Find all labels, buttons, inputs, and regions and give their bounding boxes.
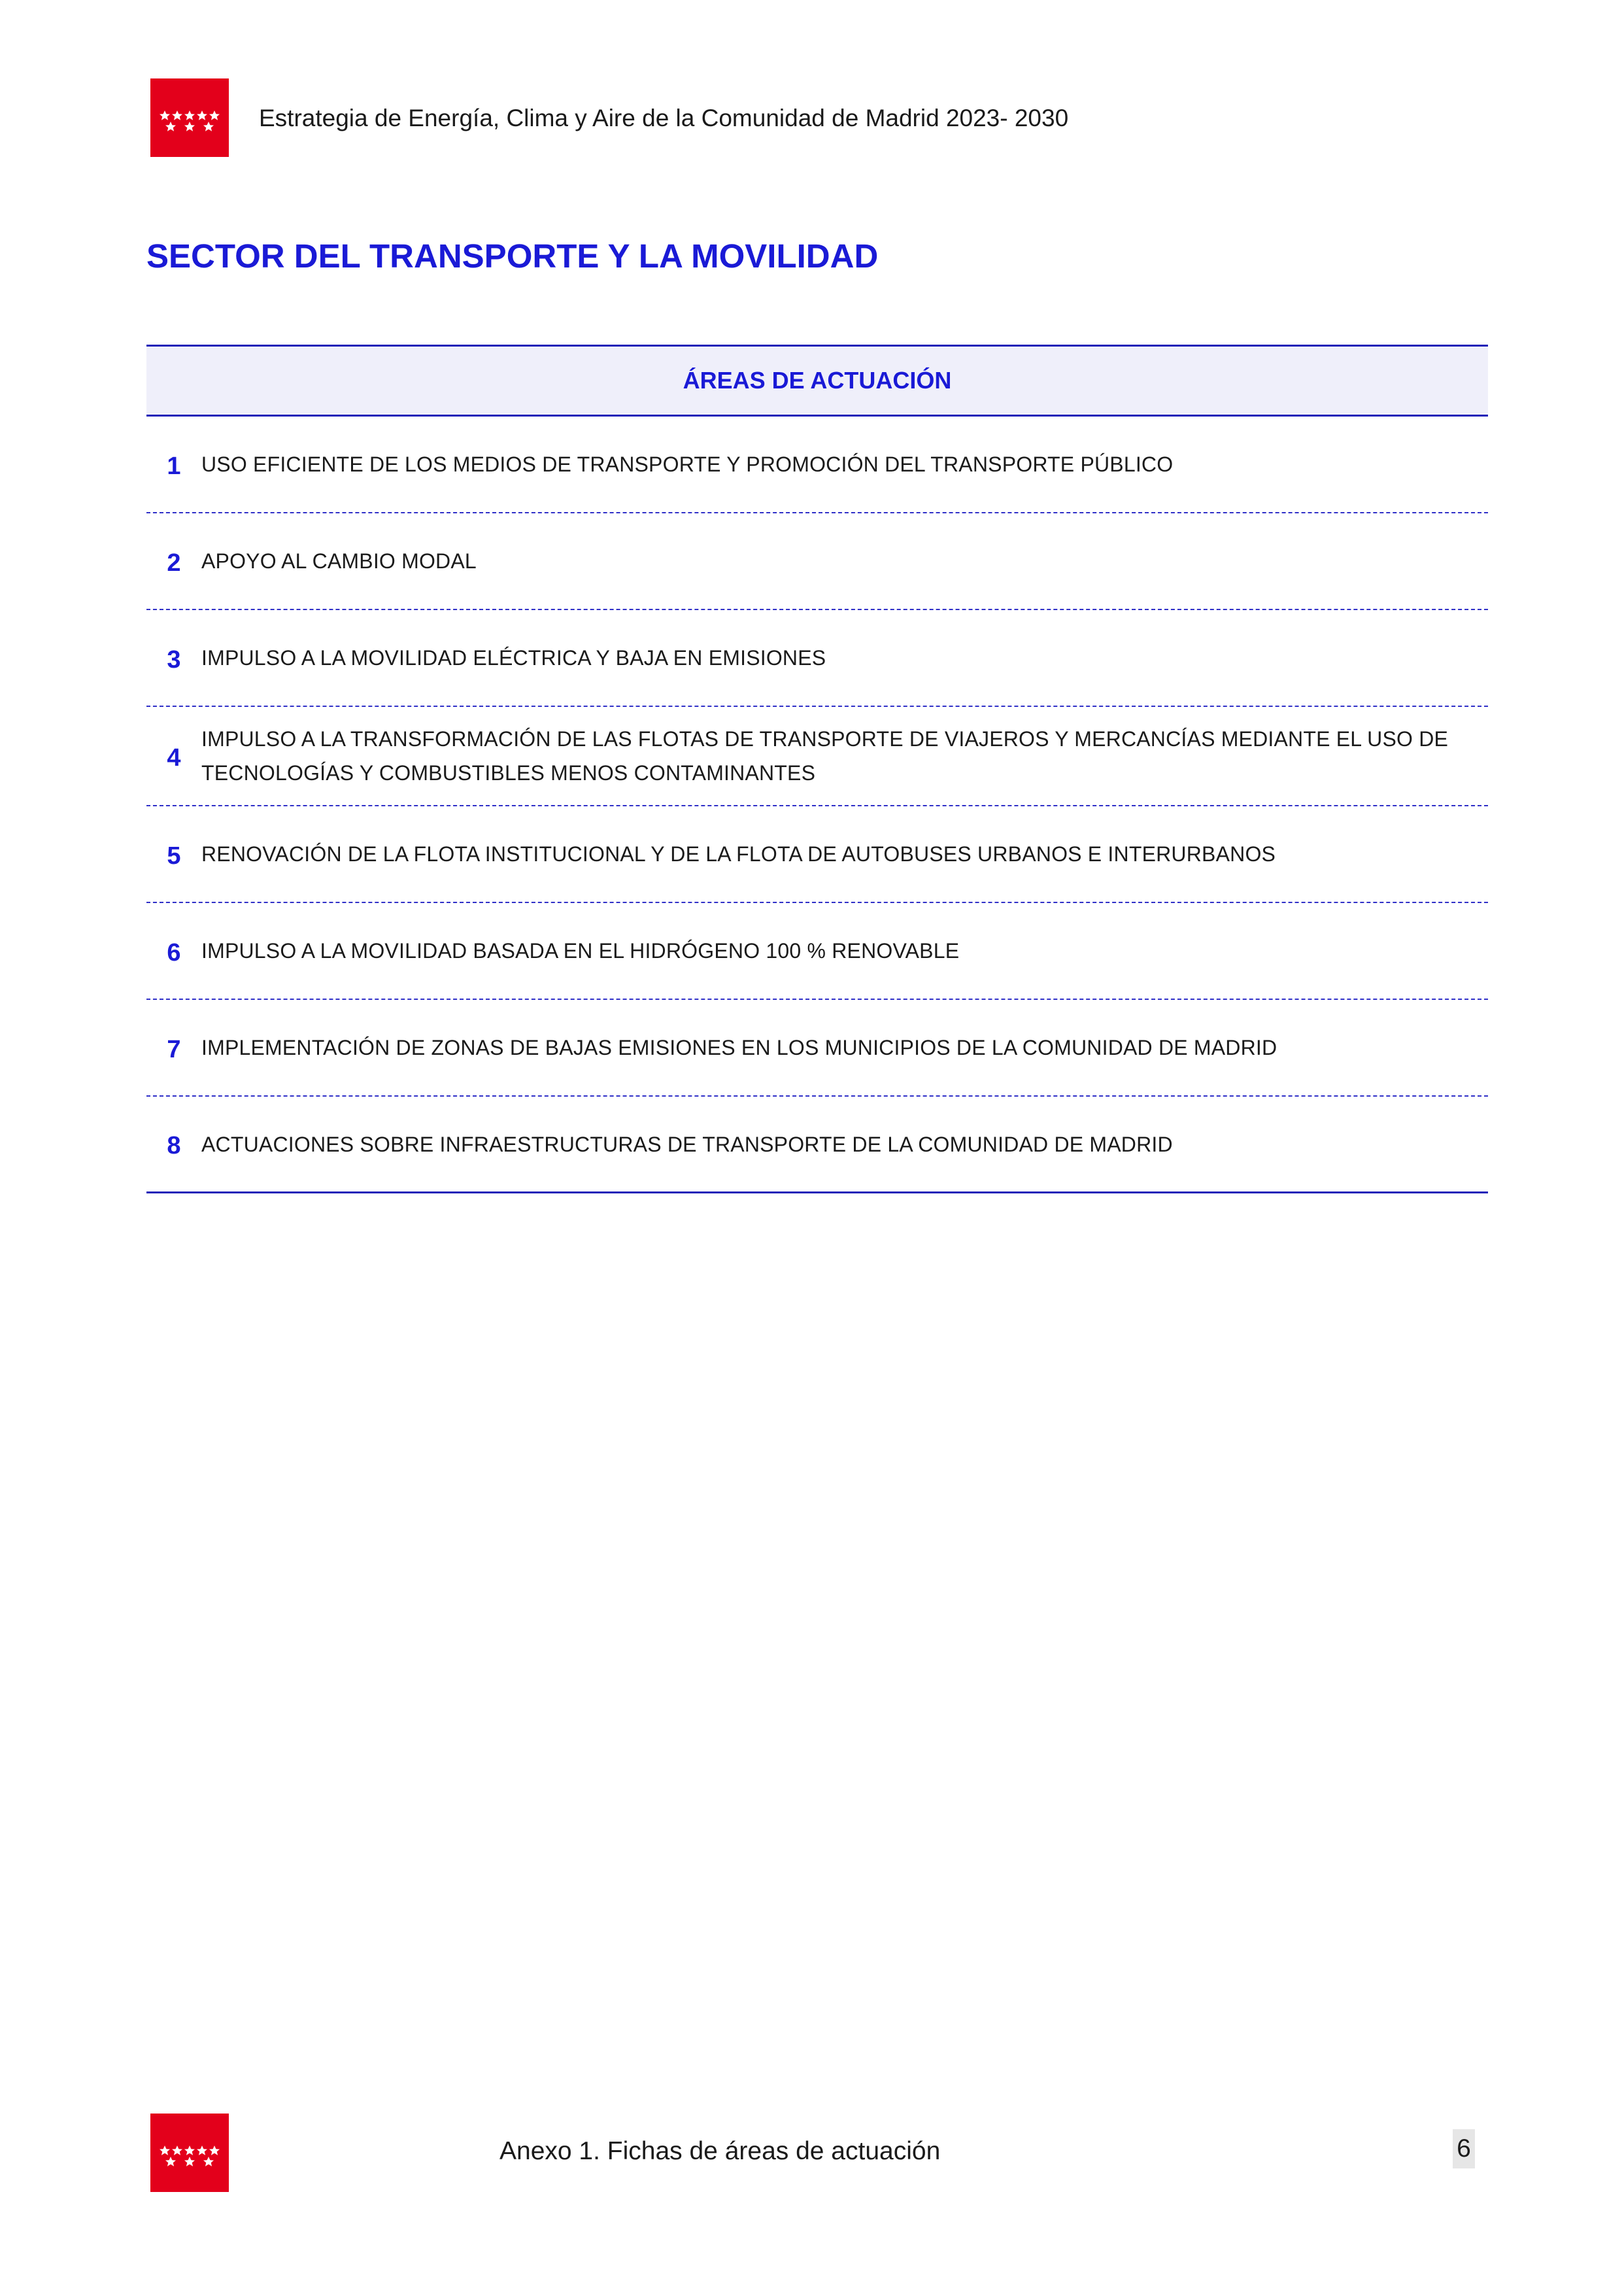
table-row — [146, 806, 1488, 903]
table-row — [146, 903, 1488, 1000]
madrid-stars-flag-icon — [150, 2114, 229, 2192]
row-label: RENOVACIÓN DE LA FLOTA INSTITUCIONAL Y DE LA FLOTA DE AUTOBUSES URBANOS E INTERURBANOS — [201, 842, 1276, 866]
table-row — [146, 1097, 1488, 1193]
table-row — [146, 610, 1488, 707]
document-header-title: Estrategia de Energía, Clima y Aire de la Comunidad de Madrid 2023- 2030 — [259, 105, 1069, 131]
row-label: USO EFICIENTE DE LOS MEDIOS DE TRANSPORTE Y PROMOCIÓN DEL TRANSPORTE PÚBLICO — [201, 453, 1174, 476]
madrid-stars-flag-icon — [150, 78, 229, 157]
row-number: 2 — [167, 549, 181, 577]
footer-annex-title: Anexo 1. Fichas de áreas de actuación — [499, 2137, 941, 2165]
table-header — [146, 345, 1488, 417]
row-label: IMPULSO A LA TRANSFORMACIÓN DE LAS FLOTAS DE TRANSPORTE DE VIAJEROS Y MERCANCÍAS MEDIANTE EL USO DE TECNOLOGÍAS Y COMBUSTIBLES MENOS CONTAMINANTES — [201, 727, 1449, 785]
row-label: APOYO AL CAMBIO MODAL — [201, 549, 477, 573]
row-label: IMPULSO A LA MOVILIDAD BASADA EN EL HIDRÓGENO 100 % RENOVABLE — [201, 939, 960, 963]
page-number: 6 — [1453, 2129, 1475, 2168]
table-row — [146, 417, 1488, 513]
row-number: 5 — [167, 842, 181, 870]
row-number: 6 — [167, 938, 181, 967]
row-label: IMPULSO A LA MOVILIDAD ELÉCTRICA Y BAJA EN EMISIONES — [201, 646, 826, 670]
table-row — [146, 1000, 1488, 1097]
row-number: 3 — [167, 645, 181, 674]
row-number: 8 — [167, 1132, 181, 1159]
table-row — [146, 707, 1488, 806]
areas-table — [146, 345, 1488, 1193]
row-number: 4 — [167, 744, 181, 772]
table-header-label: ÁREAS DE ACTUACIÓN — [683, 367, 952, 394]
row-number: 1 — [167, 452, 181, 480]
section-title: SECTOR DEL TRANSPORTE Y LA MOVILIDAD — [146, 237, 879, 275]
row-label: IMPLEMENTACIÓN DE ZONAS DE BAJAS EMISIONES EN LOS MUNICIPIOS DE LA COMUNIDAD DE MADRID — [201, 1036, 1277, 1059]
row-number: 7 — [167, 1035, 181, 1063]
table-row — [146, 513, 1488, 610]
row-label: ACTUACIONES SOBRE INFRAESTRUCTURAS DE TRANSPORTE DE LA COMUNIDAD DE MADRID — [201, 1132, 1173, 1156]
